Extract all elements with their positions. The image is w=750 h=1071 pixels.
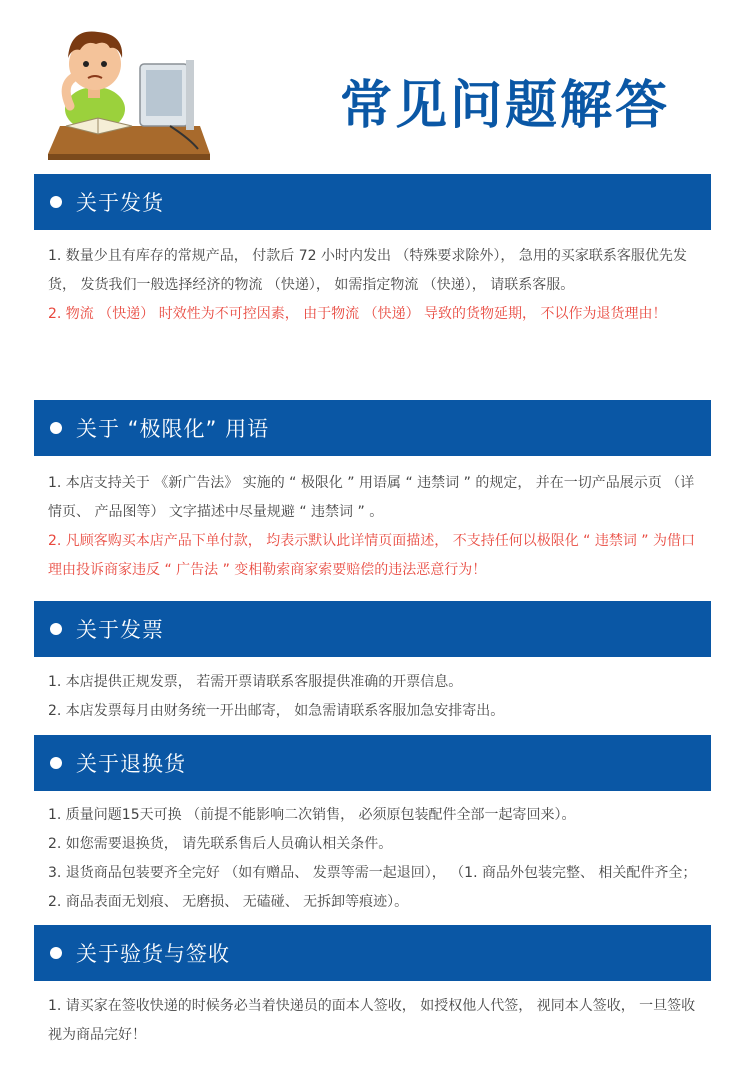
list-item: 3. 退货商品包装要齐全完好 （如有赠品、 发票等需一起退回）， （1. 商品外包装完整、 相关配件齐全； 2. 商品表面无划痕、 无磨损、 无磕碰、 无拆卸等痕迹）。 [48,865,697,910]
section-header-invoice [34,601,711,657]
thinking-boy-computer-illustration [40,14,220,164]
bullet-icon [50,623,62,635]
bullet-icon [50,196,62,208]
section-title: 关于发票 [76,618,164,642]
section-title: 关于退换货 [76,752,186,776]
section-body-shipping [48,242,698,329]
list-item: 1. 数量少且有库存的常规产品， 付款后 72 小时内发出 （特殊要求除外）， 急用的买家联系客服优先发货， 发货我们一般选择经济的物流 （快递）， 如需指定物流 （快递）， 请联系客服。 [48,248,687,293]
list-item: 2. 凡顾客购买本店产品下单付款， 均表示默认此详情页面描述， 不支持任何以极限化 “ 违禁词 ” 为借口理由投诉商家违反 “ 广告法 ” 变相勒索商家索要赔偿的违法恶意行为！ [48,533,696,578]
section-body-inspection [48,992,698,1050]
section-title: 关于验货与签收 [76,942,230,966]
section-header-inspection [34,925,711,981]
header [0,0,750,170]
section-header-shipping [34,174,711,230]
list-item: 2. 物流 （快递） 时效性为不可控因素， 由于物流 （快递） 导致的货物延期， 不以作为退货理由！ [48,306,667,322]
list-item: 1. 本店提供正规发票， 若需开票请联系客服提供准确的开票信息。 [48,674,463,690]
bullet-icon [50,757,62,769]
section-title: 关于 “极限化” 用语 [76,417,270,441]
list-item: 1. 本店支持关于 《新广告法》 实施的 “ 极限化 ” 用语属 “ 违禁词 ” 的规定， 并在一切产品展示页 （详情页、 产品图等） 文字描述中尽量规避 “ 违禁词 ” 。 [48,475,695,520]
bullet-icon [50,947,62,959]
section-body-returns [48,801,698,917]
section-title: 关于发货 [76,191,164,215]
section-header-returns [34,735,711,791]
list-item: 2. 本店发票每月由财务统一开出邮寄， 如急需请联系客服加急安排寄出。 [48,703,505,719]
section-header-extreme-terms [34,400,711,456]
section-body-extreme-terms [48,469,698,585]
section-body-invoice [48,668,698,726]
list-item: 2. 如您需要退换货， 请先联系售后人员确认相关条件。 [48,836,393,852]
bullet-icon [50,422,62,434]
list-item: 1. 请买家在签收快递的时候务必当着快递员的面本人签收， 如授权他人代签， 视同本人签收， 一旦签收视为商品完好！ [48,998,696,1043]
list-item: 1. 质量问题15天可换 （前提不能影响二次销售， 必须原包装配件全部一起寄回来）。 [48,807,576,823]
page-title: 常见问题解答 [340,76,671,136]
